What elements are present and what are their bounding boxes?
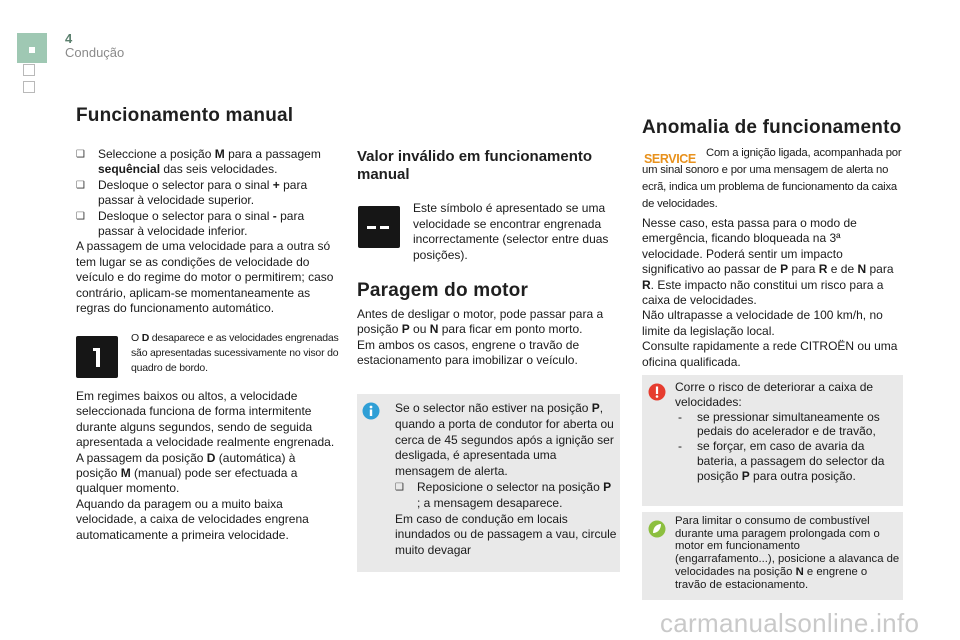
text-segment: , quando a porta de condutor for aberta ou cerca de 45 segundos após a ignição ser desligada, é apresentada uma mensagem de alerta. — [395, 401, 614, 479]
gear-display-digit-top — [93, 348, 97, 351]
eco-text — [675, 515, 901, 591]
text-segment: desaparece e as velocidades engrenadas são apresentadas sucessivamente no visor do quadro de bordo. — [131, 332, 339, 374]
info-bullet — [395, 480, 617, 512]
gear-display-note — [131, 331, 341, 376]
manual-mode-bullet — [76, 147, 338, 178]
manual-mode-para-2: Em regimes baixos ou altos, a velocidade seleccionada funciona de forma intermitente durante alguns segundos, sendo de seguida apresentada a velocidade realmente engrenada. — [76, 389, 335, 450]
bold-term: + — [272, 177, 280, 192]
bold-term: D — [141, 332, 150, 344]
engine-stop-title: Paragem do motor — [357, 280, 529, 301]
text-segment: para — [866, 262, 894, 277]
text-segment: (manual) pode ser efectuada a qualquer momento. — [76, 466, 298, 496]
dash-marker: - — [678, 439, 682, 454]
text-segment: . Este impacto não constitui um risco para a caixa de velocidades. — [642, 277, 884, 308]
bold-term: M — [120, 466, 131, 481]
bullet-marker-icon: ❑ — [395, 481, 404, 493]
bold-term: D — [206, 450, 216, 465]
service-label: SERVICE — [644, 152, 696, 166]
text-segment: (automática) à posição — [76, 450, 296, 481]
gear-display-icon — [76, 336, 118, 378]
bold-term: M — [214, 147, 225, 161]
invalid-dash-left — [367, 226, 376, 229]
bold-term: - — [272, 208, 277, 223]
section-title: Condução — [65, 45, 125, 60]
engine-stop-text-1 — [357, 307, 619, 338]
text-segment: Antes de desligar o motor, pode passar para a posição — [357, 307, 604, 337]
bold-term: R — [642, 277, 651, 292]
bullet-marker-icon: ❑ — [76, 210, 85, 222]
text-segment: Desloque o selector para o sinal — [98, 208, 273, 223]
text-segment: para ficar em ponto morto. — [438, 322, 583, 337]
header-square-outline-2 — [23, 81, 35, 93]
warning-item — [670, 410, 900, 440]
text-segment: se pressionar simultaneamente os pedais do acelerador e de travão, — [697, 409, 880, 439]
text-segment: Se o selector não estiver na posição — [395, 401, 592, 415]
manual-mode-para-4: Aquando da paragem ou a muito baixa velocidade, a caixa de velocidades engrena automaticamente a primeira velocidade. — [76, 496, 309, 542]
bold-term: R — [818, 262, 828, 277]
dash-marker: - — [678, 409, 682, 424]
bold-term: P — [401, 322, 410, 337]
info-text-1 — [395, 401, 617, 480]
invalid-value-text: Este símbolo é apresentado se uma velocidade se encontrar engrenada incorrectamente (selector entre duas posições). — [413, 201, 609, 262]
manual-mode-para-1: A passagem de uma velocidade para a outra só tem lugar se as condições de velocidade do veículo e do regime do motor o permitirem; caso contrário, aplicam-se momentaneamente as regras do funcionamento automático. — [76, 239, 334, 316]
text-segment: das seis velocidades. — [160, 162, 278, 177]
bold-term: P — [741, 468, 750, 483]
text-segment: ; a mensagem desaparece. — [417, 495, 563, 510]
info-icon — [362, 402, 380, 425]
invalid-dash-right — [380, 226, 389, 229]
warning-icon — [648, 383, 666, 406]
text-segment: Para limitar o consumo de combustível durante uma paragem prolongada com o motor em funcionamento (engarrafamento...), posicione a alavanca de velocidades na posição — [675, 515, 900, 578]
malfunction-text-1: Com a ignição ligada, acompanhada por um sinal sonoro e por uma mensagem de alerta no ecrã, indica um problema de funcionamento da caixa de velocidades. — [642, 147, 902, 210]
malfunction-text-2 — [642, 216, 904, 308]
text-segment: para a passagem — [224, 147, 321, 161]
bold-term: N — [429, 322, 439, 337]
warning-items — [670, 410, 900, 484]
text-segment: Desloque o selector para o sinal — [98, 177, 273, 192]
warning-content — [675, 380, 900, 484]
invalid-gear-icon — [358, 206, 400, 248]
manual-mode-more — [76, 389, 340, 543]
text-segment: e de — [827, 262, 858, 277]
bold-term: N — [857, 262, 867, 277]
bullet-marker-icon: ❑ — [76, 149, 85, 160]
warning-item — [670, 439, 900, 483]
bold-term: P — [780, 262, 789, 277]
manual-mode-bullet — [76, 209, 338, 240]
text-segment: Seleccione a posição — [98, 147, 215, 161]
malfunction-text-4: Consulte rapidamente a rede CITROËN ou uma oficina qualificada. — [642, 339, 898, 369]
manual-mode-bullet — [76, 178, 338, 209]
text-segment: para passar à velocidade inferior. — [98, 208, 305, 239]
manual-mode-para-3 — [76, 451, 340, 497]
info-text-2: Em caso de condução em locais inundados ou de passagem a vau, circule muito devagar — [395, 511, 617, 558]
text-segment: Nesse caso, esta passa para o modo de emergência, ficando bloqueada na 3ª velocidade. Poderá sentir um impacto significativo ao passar de — [642, 216, 857, 277]
text-segment: para outra posição. — [749, 468, 856, 483]
malfunction-body — [642, 145, 904, 370]
manual-mode-title: Funcionamento manual — [76, 105, 294, 126]
bold-term: sequêncial — [98, 162, 161, 177]
text-segment: para passar à velocidade superior. — [98, 177, 308, 208]
bullet-marker-icon: ❑ — [76, 179, 85, 191]
bold-term: N — [795, 565, 804, 578]
bold-term: P — [591, 401, 600, 415]
text-segment: O — [131, 332, 142, 344]
text-segment: ou — [409, 322, 430, 337]
text-segment: e engrene o travão de estacionamento. — [675, 565, 868, 591]
bold-term: P — [603, 479, 612, 494]
text-segment: para — [788, 262, 819, 277]
header-square-mark — [29, 47, 35, 53]
text-segment: A passagem da posição — [76, 450, 207, 465]
warning-intro: Corre o risco de deteriorar a caixa de velocidades: — [675, 380, 874, 409]
info-box-content — [395, 401, 617, 559]
manual-mode-body — [76, 147, 338, 316]
malfunction-title: Anomalia de funcionamento — [642, 117, 902, 138]
manual-mode-bullets — [76, 147, 338, 239]
watermark: carmanualsonline.info — [660, 608, 920, 638]
engine-stop-body — [357, 307, 619, 369]
invalid-value-title: Valor inválido em funcionamento manual — [357, 148, 593, 183]
text-segment: se forçar, em caso de avaria da bateria, a passagem do selector da posição — [697, 439, 885, 483]
text-segment: Reposicione o selector na posição — [417, 479, 604, 494]
header-square-outline-1 — [23, 64, 35, 76]
page-number: 4 — [65, 31, 73, 46]
engine-stop-text-2: Em ambos os casos, engrene o travão de estacionamento para imobilizar o veículo. — [357, 337, 580, 368]
eco-leaf-icon — [648, 520, 666, 543]
malfunction-text-3: Não ultrapasse a velocidade de 100 km/h, no limite da legislação local. — [642, 308, 883, 338]
